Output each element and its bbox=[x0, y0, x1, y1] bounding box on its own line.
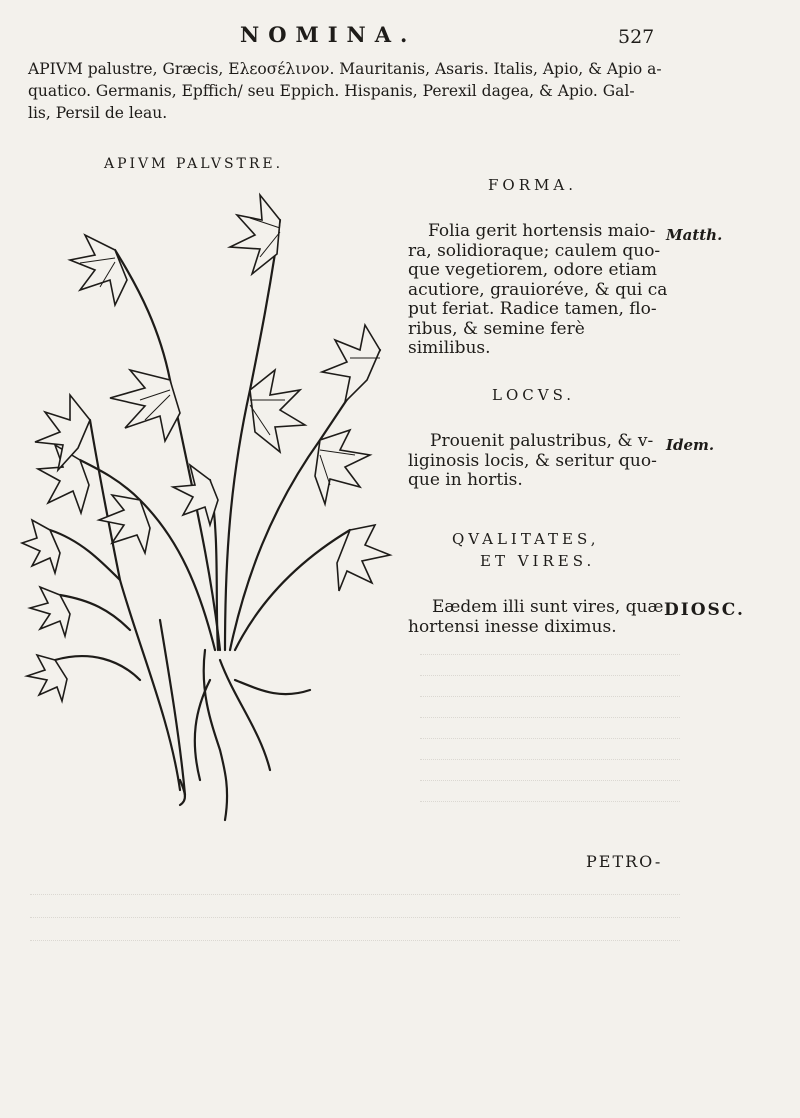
section-text-qualitates bbox=[408, 598, 668, 637]
locus-line: que in hortis. bbox=[408, 470, 523, 490]
woodcut-illustration bbox=[20, 180, 400, 830]
plant-caption: APIVM PALVSTRE. bbox=[104, 156, 284, 172]
names-block bbox=[28, 58, 668, 124]
section-heading-vires: ET VIRES. bbox=[480, 552, 596, 570]
qualitates-line: hortensi inesse diximus. bbox=[408, 616, 617, 637]
names-line-3: lis, Persil de leau. bbox=[28, 104, 168, 122]
locus-line: liginosis locis, & seritur quo- bbox=[408, 450, 657, 471]
bleed-through-bottom bbox=[30, 880, 680, 949]
page-number: 527 bbox=[618, 26, 655, 48]
forma-line: acutiore, grauioréve, & qui ca bbox=[408, 279, 668, 300]
locus-line: Prouenit palustribus, & v- bbox=[430, 431, 654, 451]
page-title: NOMINA. bbox=[240, 22, 417, 47]
section-text-forma bbox=[408, 222, 668, 359]
names-line-2: quatico. Germanis, Epffich/ seu Eppich. Hispanis, Perexil dagea, & Apio. Gal- bbox=[28, 82, 635, 100]
section-heading-qualitates: QVALITATES, bbox=[452, 530, 600, 548]
bleed-through-decoration bbox=[420, 640, 680, 808]
catchword: PETRO- bbox=[586, 852, 663, 871]
margin-note-qualitates: DIOSC. bbox=[664, 600, 745, 620]
names-line-1: APIVM palustre, Græcis, Ελεοσέλινον. Mauritanis, Asaris. Italis, Apio, & Apio a- bbox=[28, 60, 662, 78]
section-heading-locus: LOCVS. bbox=[492, 386, 576, 404]
qualitates-line: Eædem illi sunt vires, quæ bbox=[432, 597, 664, 617]
forma-line: que vegetiorem, odore etiam bbox=[408, 260, 658, 280]
forma-line: Folia gerit hortensis maio- bbox=[428, 221, 656, 241]
forma-line: ribus, & semine ferè similibus. bbox=[408, 318, 585, 358]
margin-note-forma: Matth. bbox=[666, 226, 723, 244]
section-heading-forma: FORMA. bbox=[488, 176, 577, 194]
forma-line: ra, solidioraque; caulem quo- bbox=[408, 240, 661, 261]
section-text-locus bbox=[408, 432, 668, 491]
margin-note-locus: Idem. bbox=[666, 436, 715, 454]
forma-line: put feriat. Radice tamen, flo- bbox=[408, 299, 657, 319]
